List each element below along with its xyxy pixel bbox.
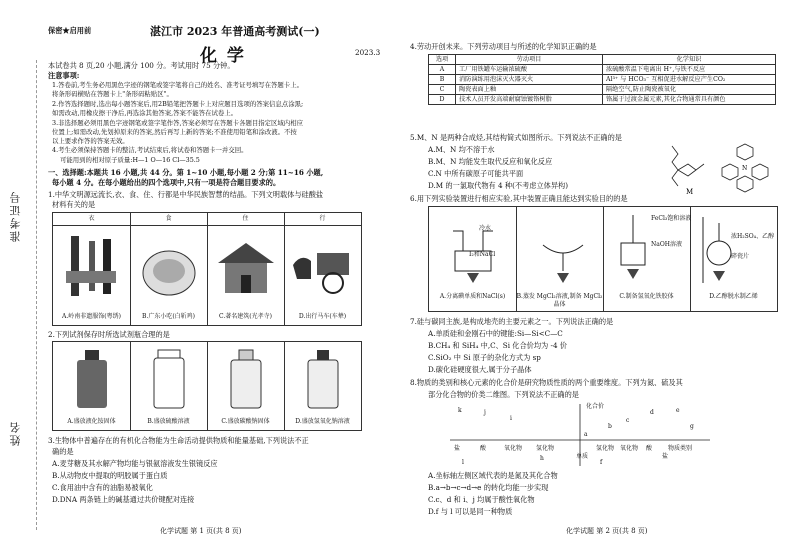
q5-option-d: D.M 的一氯取代物有 4 种(不考虑立体异构)	[428, 181, 568, 190]
point-label: b	[608, 423, 612, 430]
q8-stem-cont: 部分化合物的价类二维图。下列说法不正确的是	[428, 390, 579, 399]
q6-stem: 6.用下列实验装置进行相应实验,其中装置正确且能达到实验目的的是	[410, 194, 628, 203]
table-row	[429, 65, 776, 75]
q2-figure	[52, 341, 362, 431]
table-header-row	[429, 55, 776, 65]
q3-option-a: A.麦芽糖及其水解产物均能与银氨溶液发生银镜反应	[52, 459, 218, 468]
structure-diagram	[660, 140, 780, 196]
category-label: 氢化物	[596, 445, 615, 452]
q1-option-a: A.岭南非遗服饰(粤绣)	[62, 313, 121, 320]
q1-figure-table	[52, 212, 362, 326]
point-label: d	[650, 409, 654, 416]
q1-stem: 1.中华文明源远流长,衣、食、住、行都是中华民族智慧的结晶。下列文明载体与硅酸盐	[48, 190, 324, 199]
q7-stem: 7.硅与碳同主族,是构成地壳的主要元素之一。下列说法正确的是	[410, 317, 614, 326]
point-label: k	[458, 407, 462, 414]
q1-header-housing: 住	[242, 215, 249, 222]
table-cell: 技术人员开发高端耐腐蚀镀铬树脂	[456, 95, 603, 105]
point-label: e	[676, 407, 680, 414]
label-m: M	[686, 188, 694, 196]
label-n: N	[742, 165, 748, 172]
footer-right: 化学试题 第 2 页(共 8 页)	[566, 527, 648, 535]
q2-option-b: B.盛放硫酸溶液	[147, 418, 190, 425]
col-header: 选项	[429, 55, 456, 65]
point-label: h	[540, 455, 544, 462]
point-label: j	[484, 409, 486, 416]
section-title: 一、选择题:本题共 16 小题,共 44 分。第 1~10 小题,每小题 2 分;第 11~16 小题,	[48, 168, 324, 177]
secret-mark: 保密★启用前	[48, 26, 92, 35]
notice-item: 将条形码横贴在答题卡上"条形码粘贴区"。	[52, 90, 173, 98]
ethylene-apparatus	[695, 213, 735, 289]
embroidery-image	[61, 231, 123, 303]
q1-header-clothing: 衣	[88, 215, 95, 222]
table-cell: 陶瓷表面上釉	[456, 85, 603, 95]
label-iodine-nacl: I₂和NaCl	[469, 251, 496, 258]
exam-meta: 本试卷共 8 页,20 小题,满分 100 分。考试用时 75 分钟。	[48, 61, 235, 70]
q8-option-a: A.坐标轴左侧区域代表的是氮及其化合物	[428, 471, 558, 480]
point-label: f	[600, 459, 603, 466]
category-label: 氧化物	[620, 445, 639, 452]
q3-option-b: B.从动物皮中提取的明胶属于蛋白质	[52, 471, 168, 480]
sublimation-apparatus	[433, 211, 513, 287]
point-label: i	[510, 415, 512, 422]
table-cell: A	[429, 65, 456, 75]
label-porcelain-chips: 碎瓷片	[731, 253, 750, 260]
q5-option-c: C.N 中所有碳原子可能共平面	[428, 169, 524, 178]
label-h2so4-ethanol: 浓H₂SO₄、乙醇	[731, 233, 775, 240]
category-label: 盐	[662, 453, 669, 460]
q3-stem-cont: 确的是	[52, 447, 74, 456]
q2-option-c: C.盛放碳酸钠固体	[221, 418, 270, 425]
q1-header-food: 食	[165, 215, 172, 222]
q3-option-c: C.食用油中含有的油脂易被氧化	[52, 483, 153, 492]
wide-mouth-bottle-image	[150, 348, 188, 412]
table-row	[429, 95, 776, 105]
q2-option-a: A.盛放液化铵固体	[67, 418, 116, 425]
q7-option-c: C.SiO₂ 中 Si 原子的杂化方式为 sp	[428, 353, 541, 362]
horse-carriage-image	[289, 235, 355, 303]
table-cell: 隔绝空气,防止陶瓷被氧化	[603, 85, 776, 95]
q5-option-b: B.M、N 均能发生取代反应和氧化反应	[428, 157, 553, 166]
notice-item: 2.作答选择题时,选出每小题答案后,用2B铅笔把答题卡上对应题目选项的答案信息点涂黑;	[52, 100, 304, 108]
col-header: 化学知识	[603, 55, 776, 65]
exam-title: 湛江市 2023 年普通高考测试(一)	[150, 25, 320, 38]
q3-stem: 3.生物体中普遍存在的有机化合物能为生命活动提供物质和能量基础,下列说法不正	[48, 436, 309, 445]
q6-option-d: D.乙醇脱水制乙烯	[709, 293, 758, 300]
evaporating-dish-apparatus	[533, 221, 593, 287]
category-label: 氧化物	[504, 445, 523, 452]
notice-item: 4.考生必须保持答题卡的整洁,考试结束后,将试卷和答题卡一并交回。	[52, 146, 248, 154]
notice-item: 以上要求作答的答案无效。	[52, 137, 129, 145]
table-cell: D	[429, 95, 456, 105]
rubber-stopper-bottle-image	[304, 348, 342, 412]
notice-item: 如需改动,用橡皮擦干净后,再选涂其他答案,答案不能答在试卷上。	[52, 109, 238, 117]
section-title-cont: 每小题 4 分。在每小题给出的四个选项中,只有一项是符合题目要求的。	[52, 178, 281, 187]
exam-date: 2023.3	[355, 48, 381, 57]
label-naoh: NaOH溶液	[651, 241, 682, 248]
temple-image	[213, 233, 279, 303]
q6-option-b: B.蒸发 MgCl₂溶液,制备 MgCl₂晶体	[516, 293, 603, 308]
glass-stopper-bottle-image	[227, 348, 265, 412]
q1-header-travel: 行	[319, 215, 326, 222]
category-label: 氢化物	[536, 445, 555, 452]
axis-y-label: 化合价	[586, 403, 605, 410]
point-label: a	[584, 431, 588, 438]
valence-class-diagram	[440, 400, 720, 470]
q8-option-c: C.c、d 和 i、j 均属于酸性氧化物	[428, 495, 535, 504]
atomic-masses: 可能用到的相对原子质量:H—1 O—16 Cl—35.5	[60, 156, 200, 164]
q3-option-d: D.DNA 两条链上的碱基通过共价键配对连接	[52, 495, 195, 504]
table-cell: 消防演练用泡沫灭火器灭火	[456, 75, 603, 85]
table-cell: C	[429, 85, 456, 95]
q8-option-d: D.f 与 l 可以是同一种物质	[428, 507, 513, 516]
q1-option-c: C.著名建筑(光孝寺)	[219, 313, 272, 320]
axis-x-label: 物质类别	[668, 445, 693, 452]
table-cell: 工厂用铁罐车运输浓硫酸	[456, 65, 603, 75]
q5-stem: 5.M、N 是两种合成烃,其结构简式如图所示。下列说法不正确的是	[410, 133, 622, 142]
notice-item: 1.答卷前,考生务必用黑色字迹的钢笔或签字笔将自己的姓名、准考证号填写在答题卡上。	[52, 81, 303, 89]
point-label: l	[462, 459, 464, 466]
candidate-id-label: 准考证号	[9, 190, 22, 242]
notice-item: 3.非选择题必须用黑色字迹钢笔或签字笔作答,答案必须写在答题卡各题目指定区域内相应	[52, 119, 303, 127]
col-header: 劳动项目	[456, 55, 603, 65]
category-label: 单质	[576, 453, 589, 460]
beaker-heating-apparatus	[613, 213, 653, 287]
q2-stem: 2.下列试剂保存时所选试剂瓶合理的是	[48, 330, 170, 339]
subject-title: 化 学	[200, 46, 246, 66]
molecule-m-structure	[672, 146, 704, 186]
q4-table	[428, 54, 776, 105]
q1-option-d: D.出行马车(车辇)	[298, 313, 347, 320]
q6-option-a: A.分离碘单质和NaCl(s)	[439, 293, 506, 300]
chicken-dish-image	[139, 233, 199, 303]
table-row	[429, 75, 776, 85]
q8-stem: 8.物质的类别和核心元素的化合价是研究物质性质的两个重要维度。下列为氮、硫及其	[410, 378, 683, 387]
table-cell: 铬属于过渡金属元素,其化合物通常具有颜色	[603, 95, 776, 105]
q1-stem-cont: 材料有关的是	[52, 200, 96, 209]
q7-option-d: D.碳化硅硬度很大,属于分子晶体	[428, 365, 532, 374]
footer-left: 化学试题 第 1 页(共 8 页)	[160, 527, 242, 535]
q6-figure	[428, 206, 778, 312]
q5-option-a: A.M、N 均不溶于水	[428, 145, 495, 154]
q4-stem: 4.劳动开创未来。下列劳动项目与所述的化学知识正确的是	[410, 42, 597, 51]
notice-title: 注意事项:	[48, 71, 80, 80]
candidate-name-label: 姓名	[9, 420, 22, 446]
table-cell: B	[429, 75, 456, 85]
q7-option-a: A.单质硅和金刚石中的键能:Si—Si<C—C	[428, 329, 563, 338]
q7-option-b: B.CH₄ 和 SiH₄ 中,C、Si 化合价均为 -4 价	[428, 341, 567, 350]
binding-sidebar	[6, 60, 37, 530]
category-label: 酸	[480, 445, 487, 452]
q6-option-c: C.制备氢氧化铁胶体	[619, 293, 674, 300]
notice-item: 位置上;如需改动,先划掉原来的答案,然后再写上新的答案;不准使用铅笔和涂改液。不按	[52, 128, 297, 136]
point-label: g	[690, 423, 694, 430]
table-cell: 浓硫酸常温下电离出 H⁺,与铁不反应	[603, 65, 776, 75]
q2-option-d: D.盛放氢氧化钠溶液	[295, 418, 350, 425]
category-label: 酸	[646, 445, 653, 452]
brown-bottle-image	[73, 348, 111, 412]
table-row	[429, 85, 776, 95]
table-cell: Al³⁺ 与 HCO₃⁻ 互相促进水解反应产生CO₂	[603, 75, 776, 85]
label-cold-water: 冷水	[479, 225, 492, 232]
label-fecl3: FeCl₃饱和溶液	[651, 215, 692, 222]
point-label: c	[626, 417, 630, 424]
q1-option-b: B.广东小吃(白斩鸡)	[142, 313, 195, 320]
category-label: 盐	[454, 445, 461, 452]
q8-option-b: B.a→b→c→d→e 的转化均能一步实现	[428, 483, 549, 492]
